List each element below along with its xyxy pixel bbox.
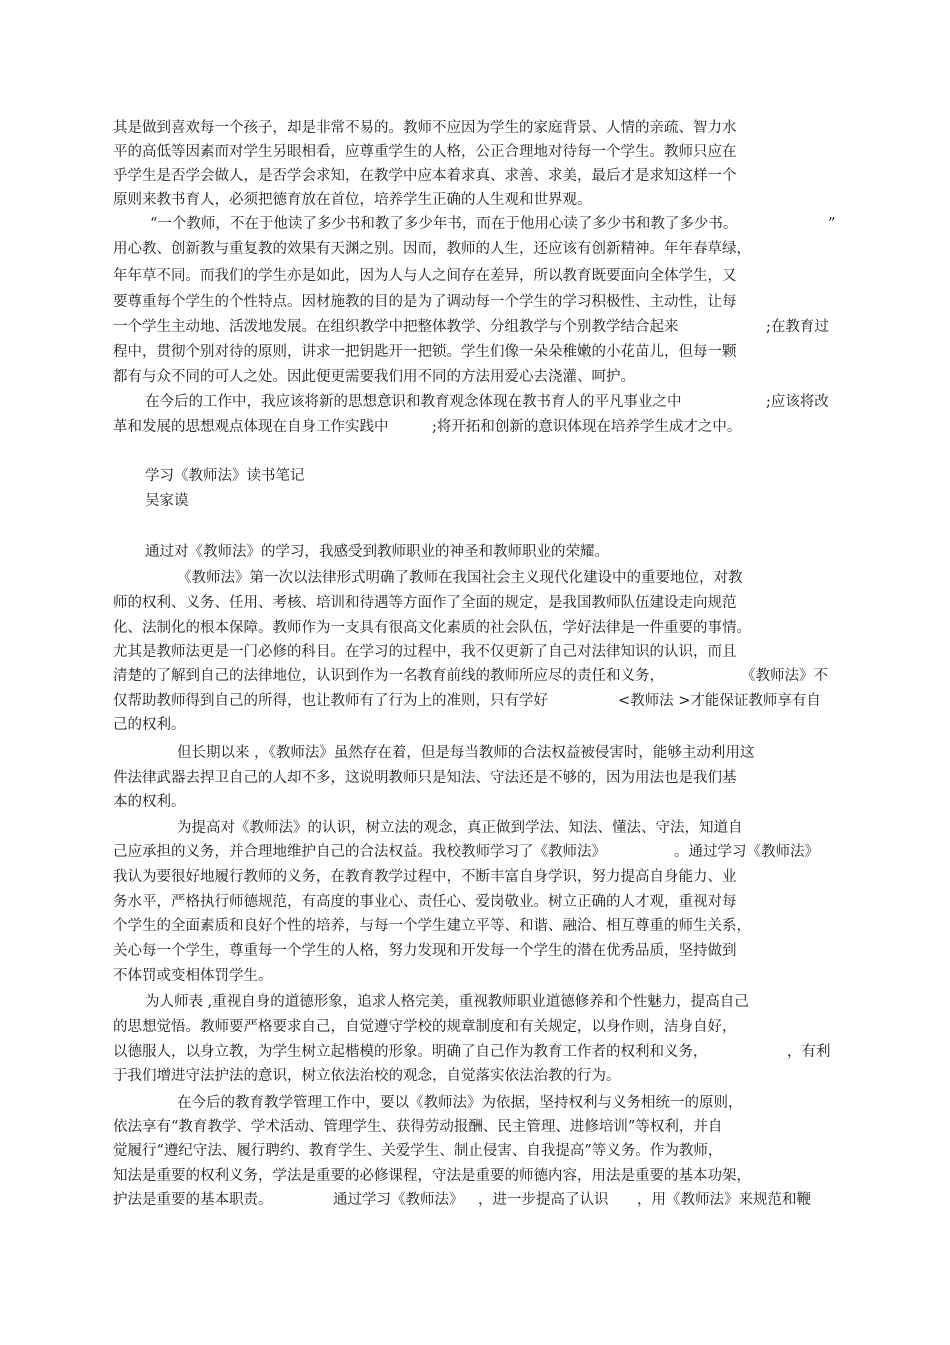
paragraph-line: ，进一步提高了认识: [478, 1192, 609, 1208]
paragraph-line: ;应该将改: [766, 394, 829, 410]
paragraph-line: 其是做到喜欢每一个孩子，却是非常不易的。教师不应因为学生的家庭背景、人情的亲疏、智力水: [113, 120, 737, 136]
paragraph-line: 不体罚或变相体罚学生。: [113, 968, 273, 984]
paragraph-line: 尤其是教师法更是一门必修的科目。在学习的过程中，我不仅更新了自己对法律知识的认识，而且: [113, 644, 737, 660]
paragraph-line: 我认为要很好地履行教师的义务，在教育教学过程中，不断丰富自身学识，努力提高自身能力、业: [113, 869, 737, 885]
paragraph-line: <教师法 >才能保证教师享有自: [618, 693, 821, 709]
paragraph-line: 。通过学习《教师法》: [674, 844, 819, 860]
paragraph-line: 《教师法》第一次以法律形式明确了教师在我国社会主义现代化建设中的重要地位，对教: [177, 570, 743, 586]
paragraph-line: ，有利: [787, 1044, 831, 1060]
section-title: 学习《教师法》读书笔记: [145, 468, 305, 484]
paragraph-line: 于我们增进守法护法的意识，树立依法治校的观念，自觉落实依法治教的行为。: [113, 1068, 621, 1084]
paragraph-line: 在今后的工作中，我应该将新的思想意识和教育观念体现在教书育人的平凡事业之中: [145, 394, 682, 410]
paragraph-line: 但长期以来 ，《教师法》虽然存在着，但是每当教师的合法权益被侵害时，能够主动利用这: [177, 745, 755, 761]
paragraph-line: 的思想觉悟。教师要严格要求自己，自觉遵守学校的规章制度和有关规定，以身作则，洁身自好，: [113, 1019, 737, 1035]
paragraph-line: 《教师法》不: [741, 668, 828, 684]
paragraph-line: ，用《教师法》来规范和鞭: [637, 1192, 811, 1208]
paragraph-line: 依法享有“教育教学、学术活动、管理学生、获得劳动报酬、民主管理、进修培训”等权利，并自: [113, 1119, 723, 1135]
paragraph-line: 关心每一个学生，尊重每一个学生的人格，努力发现和开发每一个学生的潜在优秀品质，坚持做到: [113, 943, 737, 959]
paragraph-line: 清楚的了解到自己的法律地位，认识到作为一名教育前线的教师所应尽的责任和义务，: [113, 668, 664, 684]
paragraph-line: 为提高对《教师法》的认识，树立法的观念，真正做到学法、知法、懂法、守法，知道自: [177, 820, 743, 836]
paragraph-line: ;在教育过: [766, 319, 829, 335]
paragraph-line: 一个学生主动地、活泼地发展。在组织教学中把整体教学、分组教学与个别教学结合起来: [113, 319, 679, 335]
paragraph-line: 用心教、创新教与重复教的效果有天渊之别。因而，教师的人生，还应该有创新精神。年年春草绿，: [113, 241, 751, 257]
paragraph-line: 件法律武器去捍卫自己的人却不多，这说明教师只是知法、守法还是不够的，因为用法也是我们基: [113, 770, 737, 786]
paragraph-line: 在今后的教育教学管理工作中，要以《教师法》为依据，坚持权利与义务相统一的原则，: [177, 1095, 743, 1111]
author-name: 吴家谟: [145, 493, 189, 509]
paragraph-line: 觉履行“遵纪守法、履行聘约、教育学生、关爱学生、制止侵害、自我提高”等义务。作为教师，: [113, 1143, 723, 1159]
paragraph-line: 乎学生是否学会做人，是否学会求知，在教学中应本着求真、求善、求美，最后才是求知这样一个: [113, 168, 737, 184]
paragraph-line: 师的权利、义务、任用、考核、培训和待遇等方面作了全面的规定，是我国教师队伍建设走向规范: [113, 595, 737, 611]
paragraph-line: 化、法制化的根本保障。教师作为一支具有很高文化素质的社会队伍，学好法律是一件重要的事情。: [113, 620, 751, 636]
paragraph-line: 通过对《教师法》的学习，我感受到教师职业的神圣和教师职业的荣耀。: [145, 544, 609, 560]
paragraph-line: ”: [828, 216, 836, 232]
paragraph-line: 都有与众不同的可人之处。因此便更需要我们用不同的方法用爱心去浇灌、呵护。: [113, 369, 635, 385]
paragraph-line: 个学生的全面素质和良好个性的培养，与每一个学生建立平等、和谐、融洽、相互尊重的师生关系，: [113, 918, 751, 934]
paragraph-line: 己应承担的义务，并合理地维护自己的合法权益。我校教师学习了《教师法》: [113, 844, 606, 860]
paragraph-line: 平的高低等因素而对学生另眼相看，应尊重学生的人格，公正合理地对待每一个学生。教师只应在: [113, 144, 737, 160]
paragraph-line: ;将开拓和创新的意识体现在培养学生成才之中。: [432, 419, 742, 435]
paragraph-line: 原则来教书育人，必须把德育放在首位，培养学生正确的人生观和世界观。: [113, 192, 592, 208]
paragraph-line: 革和发展的思想观点体现在自身工作实践中: [113, 419, 389, 435]
paragraph-line: 通过学习《教师法》: [333, 1192, 464, 1208]
paragraph-line: 己的权利。: [113, 717, 186, 733]
paragraph-line: 知法是重要的权利义务，学法是重要的必修课程，守法是重要的师德内容，用法是重要的基本功架，: [113, 1168, 751, 1184]
paragraph-line: 务水平，严格执行师德规范，有高度的事业心、责任心、爱岗敬业。树立正确的人才观，重视对每: [113, 894, 737, 910]
paragraph-line: 护法是重要的基本职责。: [113, 1192, 273, 1208]
paragraph-line: “一个教师，不在于他读了多少书和教了多少年书，而在于他用心读了多少书和教了多少书。: [150, 216, 738, 232]
paragraph-line: 要尊重每个学生的个性特点。因材施教的目的是为了调动每一个学生的学习积极性、主动性，让每: [113, 294, 737, 310]
paragraph-line: 程中，贯彻个别对待的原则，讲求一把钥匙开一把锁。学生们像一朵朵稚嫩的小花苗儿，但每一颗: [113, 344, 737, 360]
paragraph-line: 为人师表 ,重视自身的道德形象，追求人格完美，重视教师职业道德修养和个性魅力，提高自己: [145, 994, 749, 1010]
paragraph-line: 仅帮助教师得到自己的所得，也让教师有了行为上的准则，只有学好: [113, 693, 548, 709]
paragraph-line: 本的权利。: [113, 794, 186, 810]
paragraph-line: 年年草不同。而我们的学生亦是如此，因为人与人之间存在差异，所以教育既要面向全体学生，又: [113, 268, 737, 284]
paragraph-line: 以德服人，以身立教，为学生树立起楷模的形象。明确了自己作为教育工作者的权利和义务，: [113, 1044, 708, 1060]
